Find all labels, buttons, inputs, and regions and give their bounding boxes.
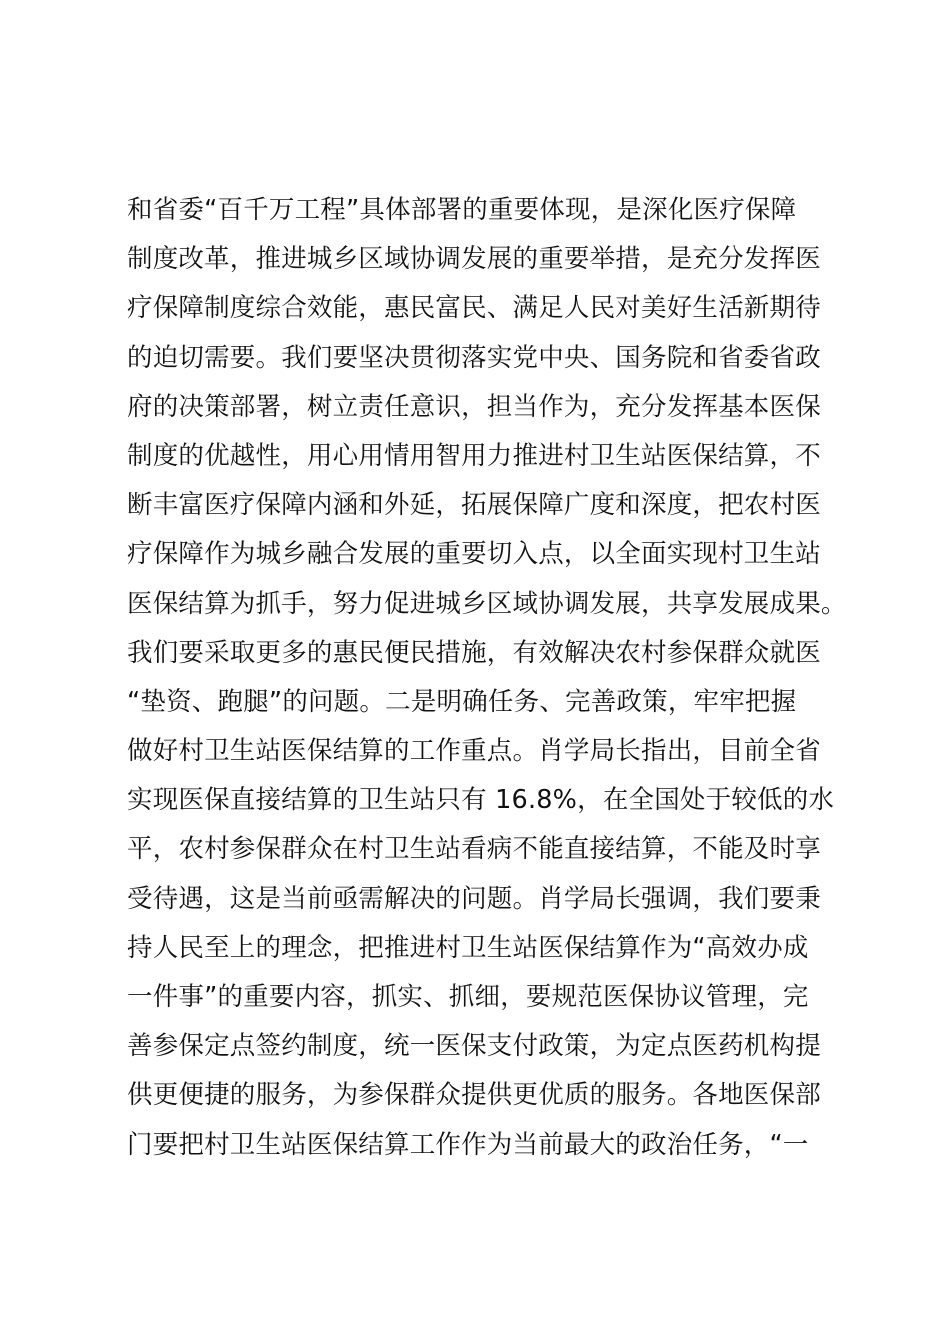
text-line: “垫资、跑腿”的问题。二是明确任务、完善政策，牢牢把握 <box>127 686 797 717</box>
text-line: 平，农村参保群众在村卫生站看病不能直接结算，不能及时享 <box>127 834 821 865</box>
text-line: 供更便捷的服务，为参保群众提供更优质的服务。各地医保部 <box>127 1080 821 1111</box>
text-line: 门要把村卫生站医保结算工作作为当前最大的政治任务，“一 <box>127 1129 809 1160</box>
text-line: 制度的优越性，用心用情用智用力推进村卫生站医保结算，不 <box>127 440 821 471</box>
text-line: 的迫切需要。我们要坚决贯彻落实党中央、国务院和省委省政 <box>127 342 821 373</box>
text-line: 我们要采取更多的惠民便民措施，有效解决农村参保群众就医 <box>127 637 821 668</box>
text-line: 断丰富医疗保障内涵和外延，拓展保障广度和深度，把农村医 <box>127 490 821 521</box>
text-line: 医保结算为抓手，努力促进城乡区域协调发展，共享发展成果。 <box>127 588 847 619</box>
text-line: 疗保障制度综合效能，惠民富民、满足人民对美好生活新期待 <box>127 293 821 324</box>
text-line: 实现医保直接结算的卫生站只有 16.8%，在全国处于较低的水 <box>127 785 835 816</box>
text-line: 疗保障作为城乡融合发展的重要切入点，以全面实现村卫生站 <box>127 539 821 570</box>
text-line: 持人民至上的理念，把推进村卫生站医保结算作为“高效办成 <box>127 932 809 963</box>
text-line: 制度改革，推进城乡区域协调发展的重要举措，是充分发挥医 <box>127 244 821 275</box>
text-line: 受待遇，这是当前亟需解决的问题。肖学局长强调，我们要秉 <box>127 883 821 914</box>
text-line: 一件事”的重要内容，抓实、抓细，要规范医保协议管理，完 <box>127 982 809 1012</box>
text-line: 善参保定点签约制度，统一医保支付政策，为定点医药机构提 <box>127 1031 821 1062</box>
text-line: 做好村卫生站医保结算的工作重点。肖学局长指出，目前全省 <box>127 736 821 767</box>
text-line: 和省委“百千万工程”具体部署的重要体现，是深化医疗保障 <box>127 195 797 225</box>
body-text <box>127 186 847 1170</box>
text-line: 府的决策部署，树立责任意识，担当作为，充分发挥基本医保 <box>127 391 821 422</box>
